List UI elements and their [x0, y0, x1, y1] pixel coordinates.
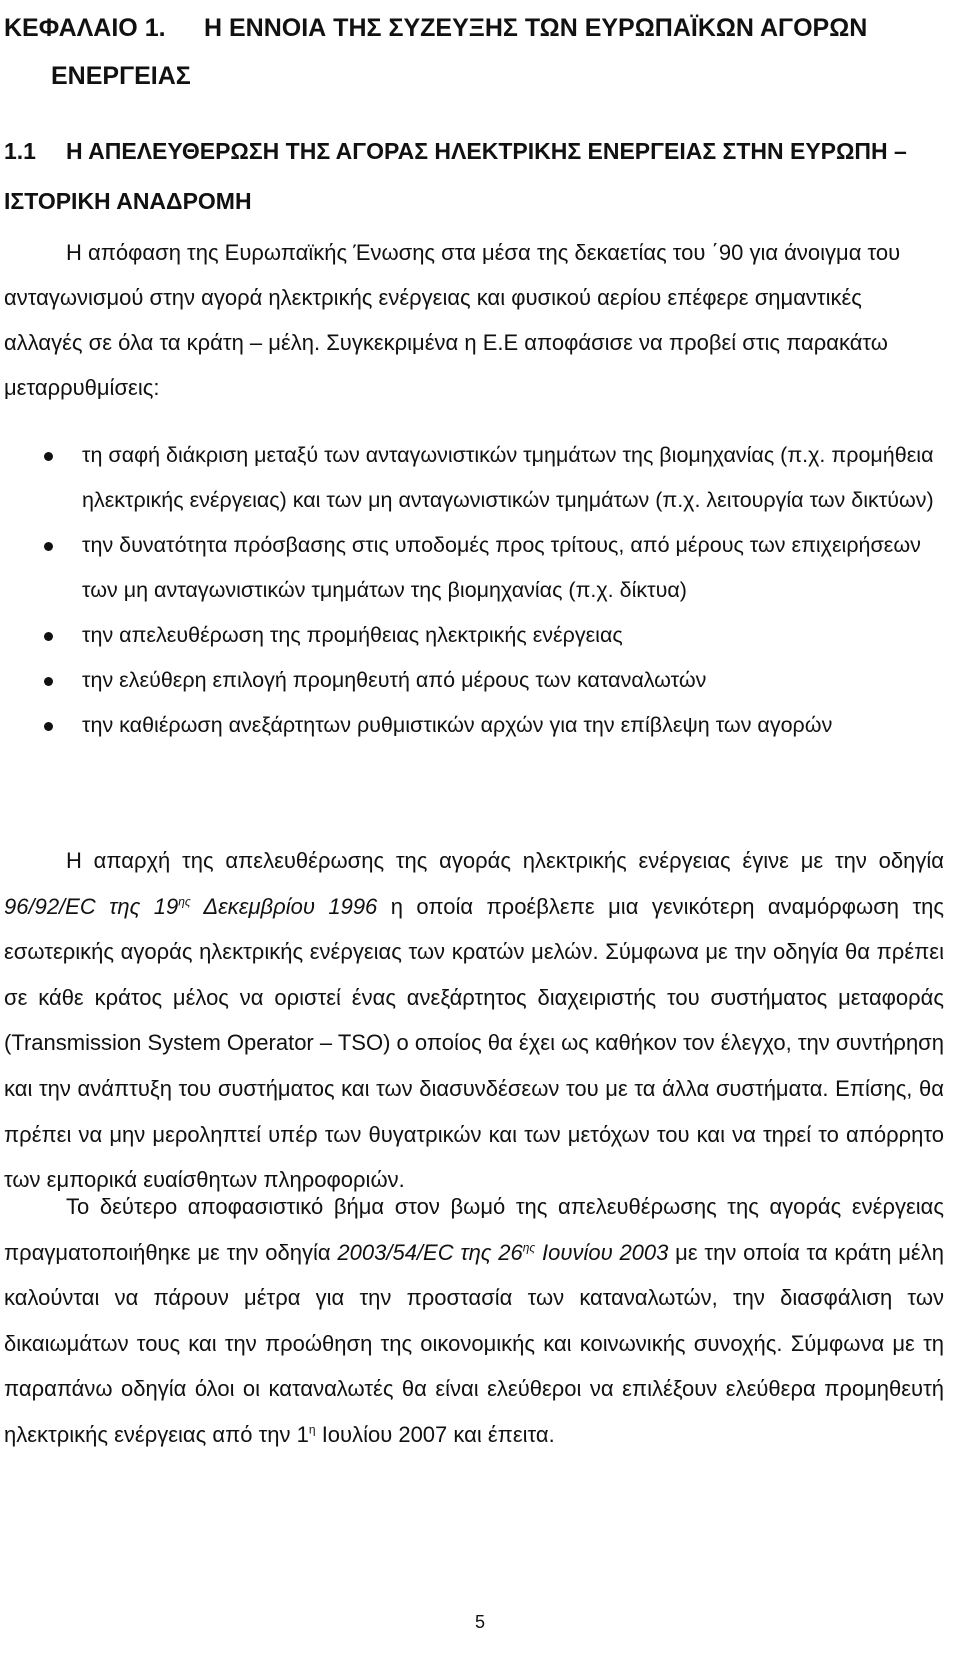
- intro-paragraph: Η απόφαση της Ευρωπαϊκής Ένωσης στα μέσα της δεκαετίας του ΄90 για άνοιγμα του ανταγωνισμού στην αγορά ηλεκτρικής ενέργειας και φυσικού αερίου επέφερε σημαντικές αλλαγές σε όλα τα κράτη – μέλη. Συγκεκριμένα η Ε.Ε αποφάσισε να προβεί στις παρακάτω μεταρρυθμίσεις:: [4, 240, 901, 400]
- directive-reference: [4, 894, 377, 919]
- reforms-list: [4, 433, 944, 748]
- section-heading: [4, 126, 939, 226]
- list-item: [4, 658, 944, 703]
- list-item-text: την απελευθέρωση της προμήθειας ηλεκτρικής ενέργειας: [82, 623, 623, 647]
- chapter-title-line2: ΕΝΕΡΓΕΙΑΣ: [51, 62, 191, 90]
- list-item: [4, 613, 944, 658]
- ordinal-suffix: ης: [522, 1240, 536, 1255]
- directive-date: Ιουνίου 2003: [542, 1239, 669, 1265]
- paragraph-text: Το δεύτερο αποφασιστικό βήμα στον βωμό της απελευθέρωσης της αγοράς ενέργειας πραγματοποιήθηκε με την οδηγία: [4, 1194, 944, 1265]
- list-item-text: τη σαφή διάκριση μεταξύ των ανταγωνιστικών τμημάτων της βιομηχανίας (π.χ. προμήθεια ηλεκτρικής ενέργειας) και των μη ανταγωνιστικών τμημάτων (π.χ. λειτουργία των δικτύων): [82, 443, 934, 512]
- list-item: [4, 523, 944, 613]
- ordinal-suffix: ης: [178, 894, 191, 909]
- chapter-number: ΚΕΦΑΛΑΙΟ 1.: [4, 14, 166, 42]
- section-number: 1.1: [4, 138, 36, 164]
- bullet-icon: [44, 452, 53, 461]
- bullet-icon: [44, 677, 53, 686]
- bullet-icon: [44, 542, 53, 551]
- paragraph-directive-1996: [4, 838, 944, 1203]
- paragraph-directive-2003: [4, 1184, 944, 1458]
- bullet-icon: [44, 722, 53, 731]
- paragraph-text: η οποία προέβλεπε μια γενικότερη αναμόρφωση της εσωτερικής αγοράς ηλεκτρικής ενέργειας των κρατών μελών. Σύμφωνα με την οδηγία θα πρέπει σε κάθε κράτος μέλος να οριστεί ένας ανεξάρτητος διαχειριστής του συστήματος μεταφοράς (Transmission System Operator – TSO) ο οποίος θα έχει ως καθήκον τον έλεγχο, την συντήρηση και την ανάπτυξη του συστήματος και των διασυνδέσεων του με τα άλλα συστήματα. Επίσης, θα πρέπει να μην μεροληπτεί υπέρ των θυγατρικών και των μετόχων του και να τηρεί το απόρρητο των εμπορικά ευαίσθητων πληροφοριών.: [4, 893, 944, 1193]
- directive-code: 96/92/EC της 19: [4, 893, 179, 919]
- paragraph-text: με την οποία τα κράτη μέλη καλούνται να πάρουν μέτρα για την προστασία των καταναλωτών, την διασφάλιση των δικαιωμάτων τους και την προώθηση της οικονομικής και κοινωνικής συνοχής. Σύμφωνα με τη παραπάνω οδηγία όλοι οι καταναλωτές θα είναι ελεύθεροι να επιλέξουν ελεύθερα προμηθευτή ηλεκτρικής ενέργειας από την 1: [4, 1239, 944, 1447]
- directive-date: Δεκεμβρίου 1996: [203, 893, 378, 919]
- page-number: 5: [474, 1612, 485, 1632]
- paragraph-text: Ιουλίου 2007 και έπειτα.: [321, 1421, 555, 1447]
- directive-reference: [337, 1240, 668, 1265]
- chapter-heading: [4, 4, 944, 100]
- section-title: Η ΑΠΕΛΕΥΘΕΡΩΣΗ ΤΗΣ ΑΓΟΡΑΣ ΗΛΕΚΤΡΙΚΗΣ ΕΝΕΡΓΕΙΑΣ ΣΤΗΝ ΕΥΡΩΠΗ – ΙΣΤΟΡΙΚΗ ΑΝΑΔΡΟΜΗ: [4, 138, 907, 214]
- list-item-text: την ελεύθερη επιλογή προμηθευτή από μέρους των καταναλωτών: [82, 668, 707, 692]
- paragraph-text: Η απαρχή της απελευθέρωσης της αγοράς ηλεκτρικής ενέργειας έγινε με την οδηγία: [66, 848, 944, 873]
- list-item-text: την καθιέρωση ανεξάρτητων ρυθμιστικών αρχών για την επίβλεψη των αγορών: [82, 713, 833, 737]
- chapter-title-line1: Η ΕΝΝΟΙΑ ΤΗΣ ΣΥΖΕΥΞΗΣ ΤΩΝ ΕΥΡΩΠΑΪΚΩΝ ΑΓΟΡΩΝ: [204, 14, 868, 42]
- list-item: [4, 433, 944, 523]
- directive-code: 2003/54/EC της 26: [337, 1239, 523, 1265]
- list-item: [4, 703, 944, 748]
- ordinal-suffix: η: [308, 1422, 316, 1437]
- list-item-text: την δυνατότητα πρόσβασης στις υποδομές προς τρίτους, από μέρους των επιχειρήσεων των μη ανταγωνιστικών τμημάτων της βιομηχανίας (π.χ. δίκτυα): [82, 533, 921, 602]
- bullet-icon: [44, 632, 53, 641]
